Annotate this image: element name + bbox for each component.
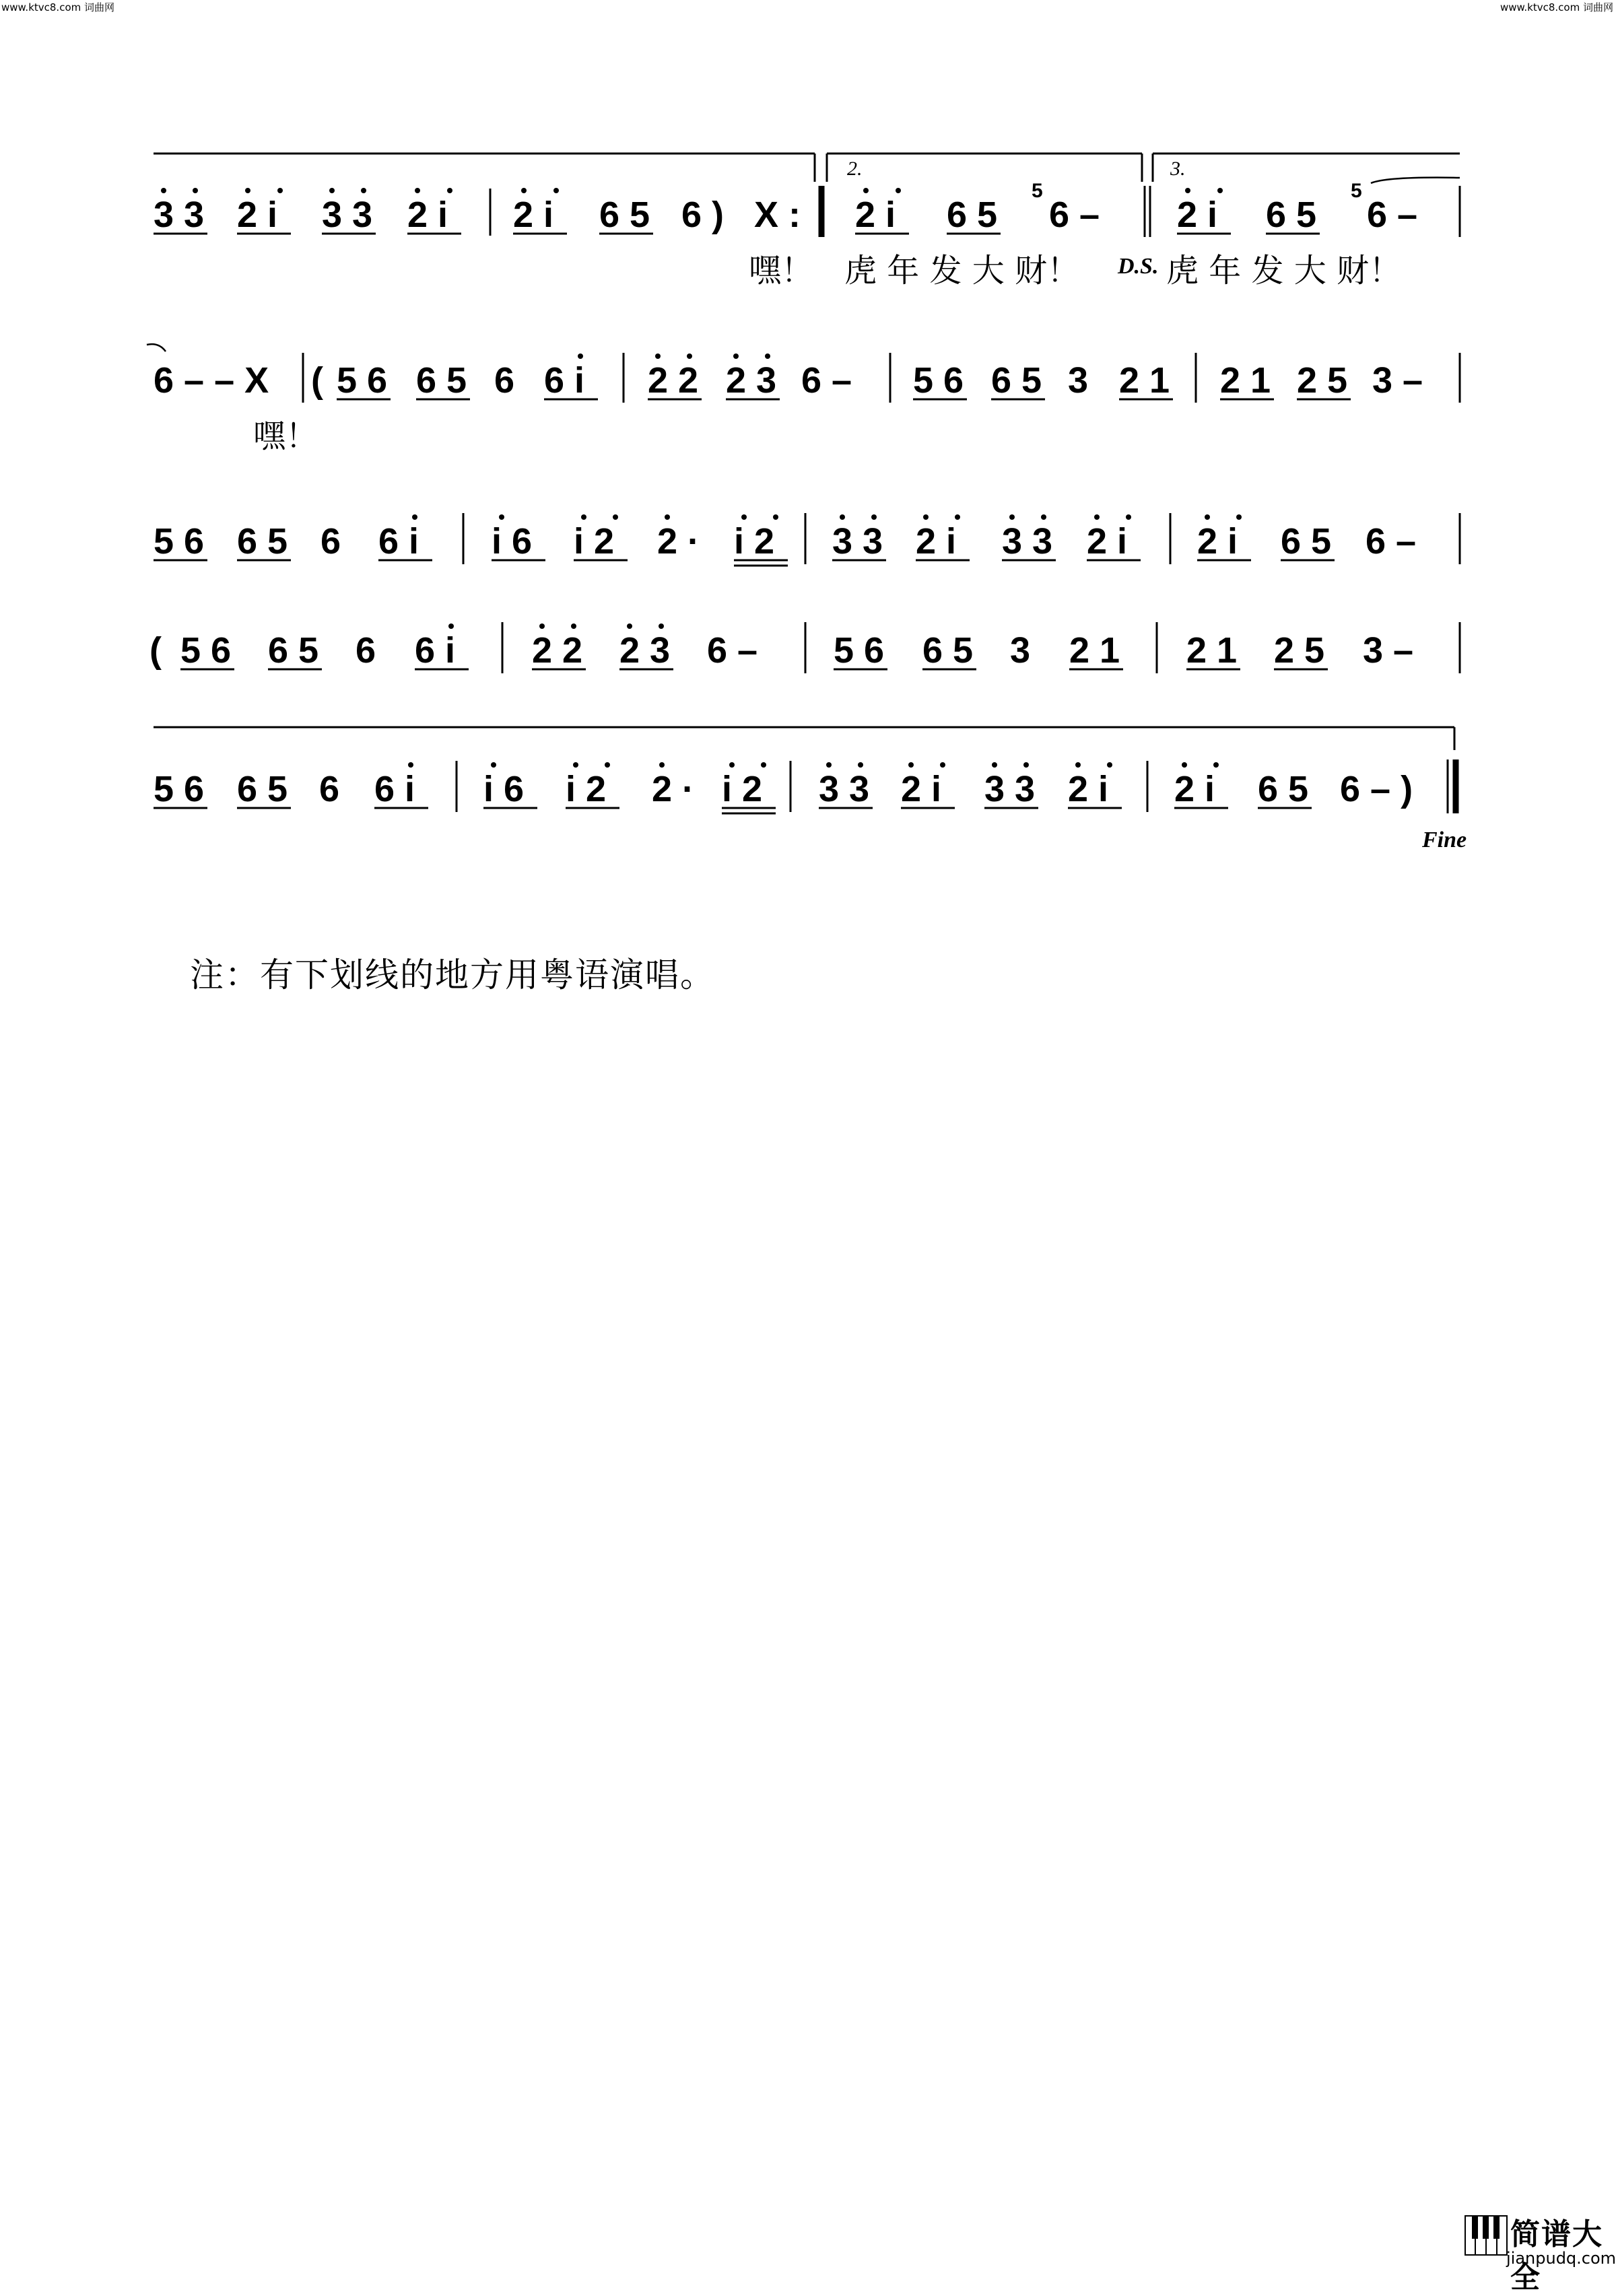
- svg-text:i 2: i 2: [574, 521, 615, 562]
- svg-text:5 6: 5 6: [913, 360, 964, 401]
- tie-arc: [1371, 178, 1460, 183]
- line-1-notes: [154, 195, 1417, 235]
- svg-text:6 i: 6 i: [544, 360, 585, 401]
- svg-text:6 ): 6 ): [681, 195, 725, 235]
- svg-text:6 i: 6 i: [415, 630, 456, 671]
- svg-text:2 i: 2 i: [1174, 769, 1215, 809]
- svg-text:6 5: 6 5: [991, 360, 1042, 401]
- svg-text:6: 6: [319, 769, 340, 809]
- piano-icon: [1464, 2215, 1508, 2256]
- svg-text:3 –: 3 –: [1372, 360, 1423, 401]
- svg-text:i 6: i 6: [483, 769, 525, 809]
- svg-text:6 –: 6 –: [1367, 195, 1418, 235]
- line-5-notes: [154, 769, 1413, 809]
- svg-text:6 5: 6 5: [268, 630, 319, 671]
- svg-text:2 ·: 2 ·: [652, 769, 695, 809]
- line-4-notes: [149, 630, 1413, 671]
- svg-text:6: 6: [356, 630, 376, 671]
- svg-text:6 5: 6 5: [416, 360, 467, 401]
- svg-text:3 3: 3 3: [819, 769, 870, 809]
- svg-text:6 –: 6 –: [801, 360, 852, 401]
- svg-text:3: 3: [1010, 630, 1031, 671]
- svg-text:2 i: 2 i: [916, 521, 957, 562]
- svg-text:2 1: 2 1: [1119, 360, 1170, 401]
- svg-text:(: (: [311, 360, 323, 401]
- lyric-line-1: 虎 年 发 大 财！: [844, 252, 1080, 290]
- svg-text:2 i: 2 i: [1177, 195, 1218, 235]
- svg-text:5 6: 5 6: [337, 360, 388, 401]
- line-2-dots: [578, 353, 770, 359]
- svg-text:2 i: 2 i: [407, 195, 448, 235]
- header-right: www.ktvc8.com 词曲网: [1500, 1, 1613, 13]
- tie-end: [147, 344, 166, 351]
- svg-text:3: 3: [1068, 360, 1089, 401]
- svg-text:6: 6: [494, 360, 515, 401]
- svg-text:2 2: 2 2: [648, 360, 699, 401]
- svg-text:3 3: 3 3: [984, 769, 1036, 809]
- volta-3-label: 3.: [1170, 158, 1186, 180]
- svg-text:2 2: 2 2: [532, 630, 583, 671]
- svg-text:2 3: 2 3: [619, 630, 671, 671]
- line-5-dots: [408, 762, 1219, 768]
- svg-text:6 5: 6 5: [237, 521, 288, 562]
- lyric-hey-2: 嘿！: [253, 417, 318, 455]
- svg-text:6 5: 6 5: [947, 195, 998, 235]
- header-left: www.ktvc8.com 词曲网: [1, 1, 115, 13]
- line-2-notes: [154, 360, 1423, 401]
- svg-text:3 3: 3 3: [322, 195, 373, 235]
- svg-text:i 2: i 2: [566, 769, 607, 809]
- line-3-dots: [412, 514, 1242, 520]
- ds-marker: D.S.: [1118, 254, 1159, 279]
- svg-text:6 5: 6 5: [237, 769, 288, 809]
- fine-marker: Fine: [1422, 828, 1467, 852]
- svg-text:2 i: 2 i: [901, 769, 942, 809]
- svg-text:6 5: 6 5: [1258, 769, 1309, 809]
- svg-text:3 3: 3 3: [154, 195, 205, 235]
- lyric-line-1b: 虎 年 发 大 财！: [1166, 252, 1402, 290]
- svg-text:6 5: 6 5: [1281, 521, 1332, 562]
- svg-text:6: 6: [321, 521, 341, 562]
- svg-text:6 – ): 6 – ): [1340, 769, 1413, 809]
- svg-text:6 –: 6 –: [1049, 195, 1100, 235]
- svg-text:2 ·: 2 ·: [657, 521, 700, 562]
- svg-text:6 i: 6 i: [374, 769, 415, 809]
- svg-text:2 i: 2 i: [513, 195, 554, 235]
- grace-note: 5: [1351, 180, 1362, 202]
- sheet-music: [0, 0, 1616, 1010]
- svg-text:6 5: 6 5: [1266, 195, 1317, 235]
- svg-text:3 3: 3 3: [832, 521, 883, 562]
- line-1-brackets: [154, 154, 1460, 182]
- svg-text:6 i: 6 i: [378, 521, 419, 562]
- svg-text:2 1: 2 1: [1069, 630, 1120, 671]
- svg-text:3 –: 3 –: [1363, 630, 1414, 671]
- line-3-notes: [154, 521, 1416, 562]
- svg-text:2 i: 2 i: [1068, 769, 1109, 809]
- line-2-barlines: [303, 353, 1460, 403]
- svg-text:X :: X :: [754, 195, 801, 235]
- svg-text:6 –: 6 –: [1366, 521, 1417, 562]
- grace-note: 5: [1032, 180, 1043, 202]
- svg-text:i 2: i 2: [722, 769, 763, 809]
- svg-text:3 3: 3 3: [1002, 521, 1053, 562]
- svg-text:2 i: 2 i: [1197, 521, 1238, 562]
- svg-text:2 i: 2 i: [1087, 521, 1128, 562]
- line-4-dots: [448, 623, 664, 629]
- svg-text:2 1: 2 1: [1186, 630, 1238, 671]
- footnote: 注：有下划线的地方用粤语演唱。: [190, 955, 715, 994]
- svg-text:6 – – X: 6 – – X: [154, 360, 269, 401]
- svg-text:6 5: 6 5: [599, 195, 650, 235]
- svg-text:5 6: 5 6: [180, 630, 232, 671]
- site-logo: [1464, 2210, 1616, 2295]
- svg-text:6 5: 6 5: [922, 630, 974, 671]
- svg-text:2 1: 2 1: [1220, 360, 1271, 401]
- svg-text:2 i: 2 i: [237, 195, 278, 235]
- line-5-bracket: [154, 727, 1454, 750]
- svg-text:5 6: 5 6: [154, 521, 205, 562]
- svg-text:i 6: i 6: [492, 521, 533, 562]
- svg-text:(: (: [149, 630, 162, 671]
- svg-text:i 2: i 2: [734, 521, 775, 562]
- svg-text:2 i: 2 i: [855, 195, 896, 235]
- volta-2-label: 2.: [847, 158, 863, 180]
- svg-text:6 –: 6 –: [707, 630, 758, 671]
- lyric-hey: 嘿！: [749, 252, 814, 290]
- logo-title: 简谱大全: [1510, 2217, 1603, 2295]
- line-1-dots: [161, 188, 1223, 193]
- svg-text:5 6: 5 6: [154, 769, 205, 809]
- logo-url: jianpudq.com: [1506, 2249, 1616, 2268]
- svg-text:2 3: 2 3: [726, 360, 777, 401]
- svg-text:2 5: 2 5: [1297, 360, 1348, 401]
- svg-text:2 5: 2 5: [1274, 630, 1325, 671]
- svg-text:5 6: 5 6: [834, 630, 885, 671]
